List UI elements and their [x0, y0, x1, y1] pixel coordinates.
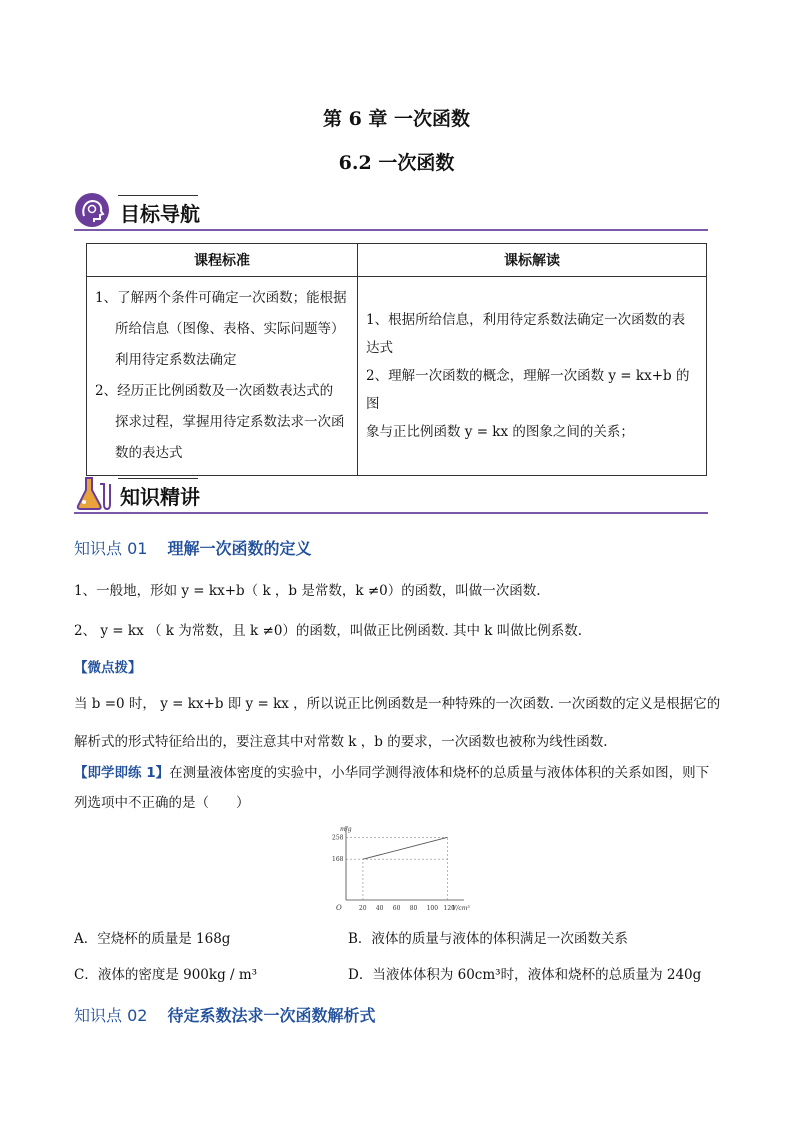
- knowledge-point-title: 待定系数法求一次函数解析式: [167, 1006, 376, 1025]
- text-line: 2、经历正比例函数及一次函数表达式的: [95, 383, 334, 399]
- option-b[interactable]: B．液体的质量与液体的体积满足一次函数关系: [348, 931, 628, 947]
- knowledge-point-title: 理解一次函数的定义: [167, 539, 312, 558]
- interpretation-cell: [358, 277, 707, 476]
- option-d[interactable]: D．当液体体积为 60cm³时，液体和烧杯的总质量为 240g: [348, 967, 702, 983]
- option-a[interactable]: A．空烧杯的质量是 168g: [74, 931, 231, 947]
- text-line: 1、了解两个条件可确定一次函数；能根据: [95, 290, 347, 306]
- chapter-title: 第 6 章 一次函数: [322, 108, 471, 130]
- x-tick-label: 80: [409, 905, 418, 912]
- x-tick-label: 120: [443, 905, 455, 912]
- brain-icon: [74, 192, 110, 232]
- y-tick-label: 168: [332, 856, 344, 864]
- x-tick-label: 60: [392, 905, 401, 912]
- standard-cell: [87, 277, 358, 476]
- table-header-standard: 课程标准: [87, 244, 358, 277]
- text-line: 2、理解一次函数的概念，理解一次函数 y = kx+b 的图: [366, 368, 690, 412]
- x-tick-label: 40: [375, 905, 384, 912]
- tip-line-2: 解析式的形式特征给出的，要注意其中对常数 k ，b 的要求，一次函数也被称为线性函数.: [74, 734, 608, 750]
- knowledge-point-number: 知识点 02: [74, 1006, 148, 1025]
- definition-paragraph-1: 1、一般地，形如 y = kx+b（ k ，b 是常数，k ≠0）的函数，叫做一次函数.: [74, 583, 541, 599]
- table-header-interpretation: 课标解读: [358, 244, 707, 277]
- tip-label: 【微点拨】: [74, 660, 142, 676]
- section-underline: [74, 229, 708, 231]
- tip-line-1: 当 b =0 时， y = kx+b 即 y = kx ，所以说正比例函数是一种特殊的一次函数. 一次函数的定义是根据它的: [74, 696, 721, 712]
- definition-paragraph-2: 2、 y = kx （ k 为常数，且 k ≠0）的函数，叫做正比例函数. 其中 k 叫做比例系数.: [74, 623, 583, 639]
- section-underline: [74, 512, 708, 514]
- mass-volume-chart: [330, 822, 470, 914]
- exercise-text: 在测量液体密度的实验中，小华同学测得液体和烧杯的总质量与液体体积的关系如图，则下: [169, 765, 710, 781]
- text-line: 数的表达式: [115, 445, 183, 461]
- goals-table: [86, 243, 707, 476]
- section-divider: [118, 195, 198, 196]
- text-line: 利用待定系数法确定: [115, 352, 237, 368]
- origin-label: O: [336, 904, 342, 912]
- data-series-line: [363, 837, 448, 859]
- text-line: 所给信息（图像、表格、实际问题等）: [115, 321, 345, 337]
- section-title: 6.2 一次函数: [338, 152, 455, 174]
- section-divider: [118, 478, 198, 479]
- flask-icon: [74, 474, 114, 516]
- x-tick-label: 20: [358, 905, 367, 912]
- option-c[interactable]: C．液体的密度是 900kg / m³: [74, 967, 258, 983]
- text-line: 达式: [366, 340, 393, 356]
- exercise-line-2: 列选项中不正确的是（ ）: [74, 795, 250, 811]
- x-tick-label: 100: [426, 905, 439, 912]
- text-line: 象与正比例函数 y = kx 的图象之间的关系；: [366, 424, 634, 440]
- x-axis-label: V/cm³: [452, 905, 470, 912]
- knowledge-point-1-heading: [74, 536, 311, 559]
- y-axis-label: m/g: [340, 826, 352, 833]
- text-line: 1、根据所给信息，利用待定系数法确定一次函数的表: [366, 312, 686, 328]
- goals-heading: 目标导航: [120, 202, 200, 226]
- exercise-label: 【即学即练 1】: [74, 765, 170, 781]
- knowledge-point-2-heading: [74, 1003, 375, 1026]
- text-line: 探求过程，掌握用待定系数法求一次函: [115, 414, 345, 430]
- exercise-line-1: [74, 761, 709, 781]
- knowledge-point-number: 知识点 01: [74, 539, 148, 558]
- knowledge-heading: 知识精讲: [120, 485, 200, 509]
- y-tick-label: 258: [332, 834, 344, 842]
